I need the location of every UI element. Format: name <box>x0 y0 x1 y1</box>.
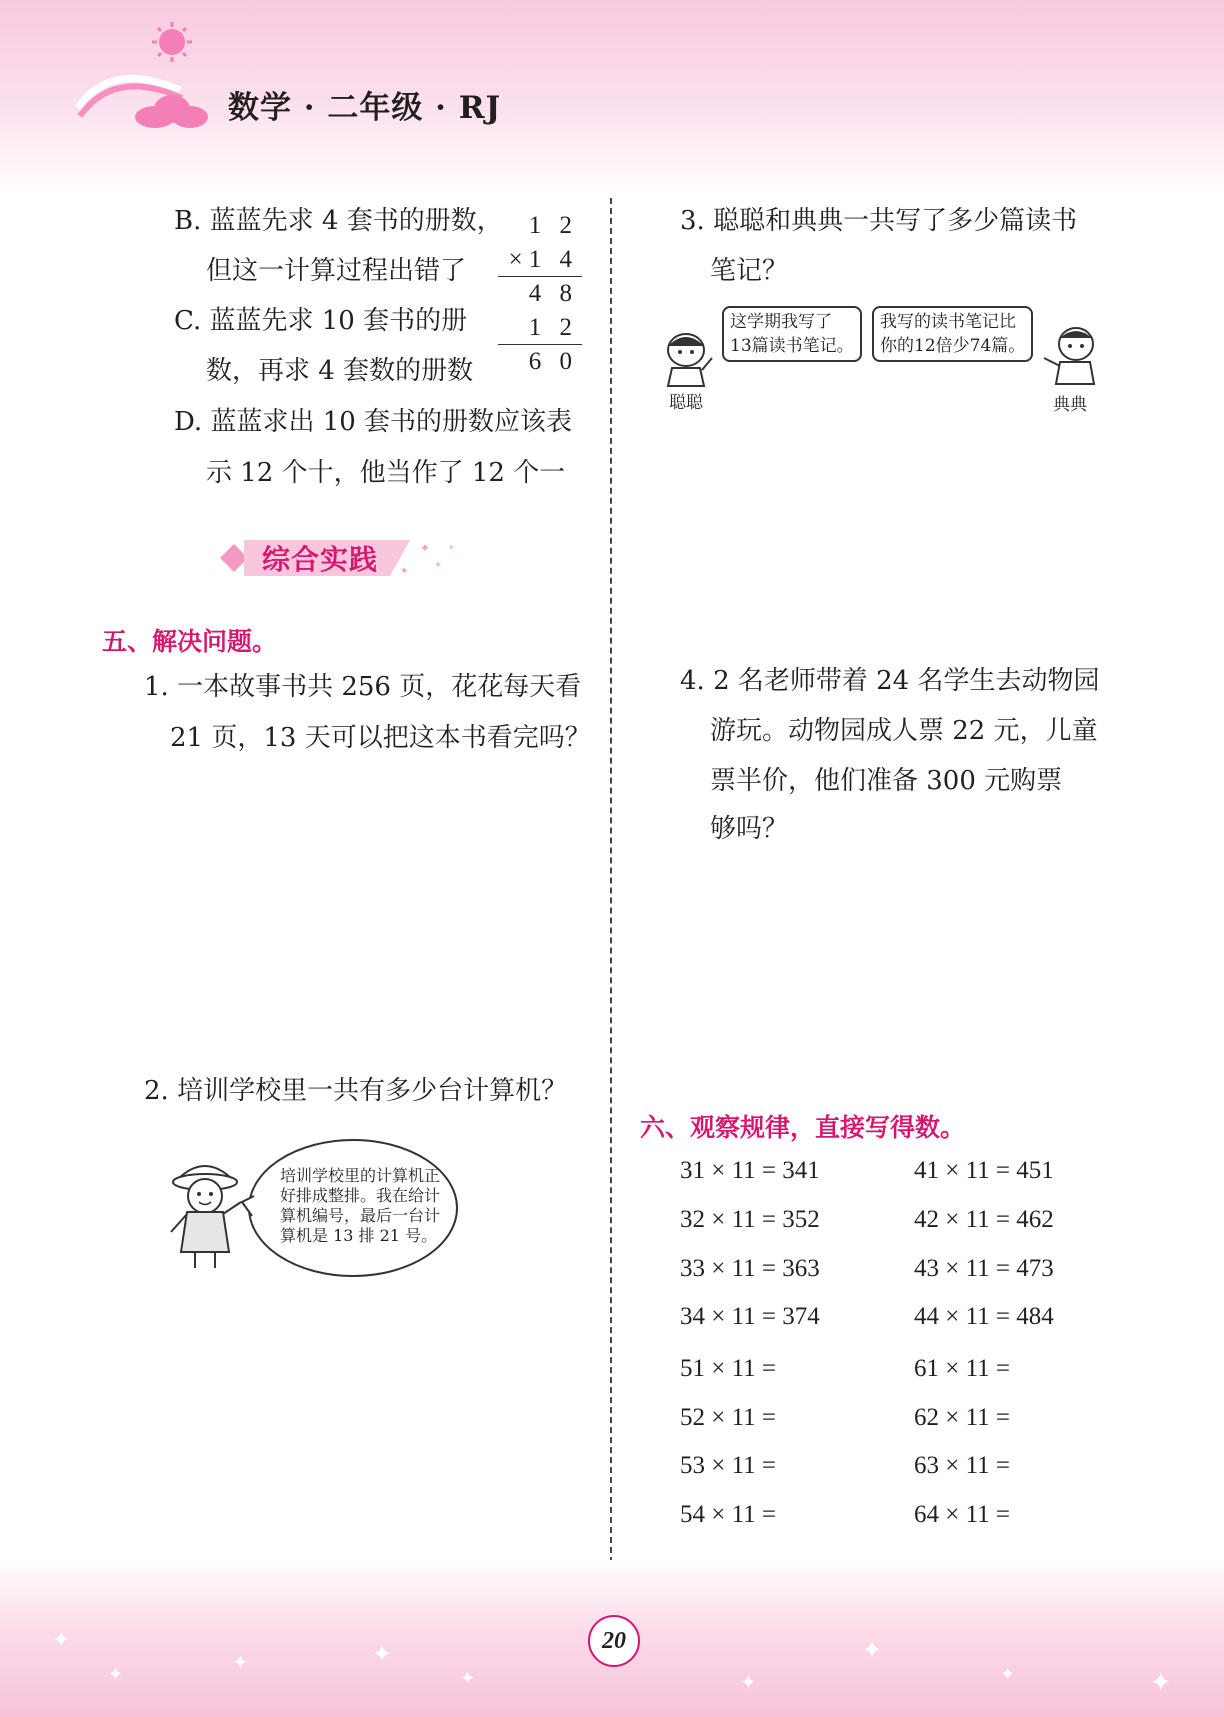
option-c-line2: 数，再求 4 套数的册数 <box>206 356 474 386</box>
column-divider <box>610 198 612 1563</box>
diandian-name: 典典 <box>1053 395 1087 415</box>
section6-title: 六、观察规律，直接写得数。 <box>640 1113 966 1142</box>
rainbow-sun-logo <box>70 20 230 135</box>
equation-blank: 63 × 11 = <box>914 1452 1011 1479</box>
q4-line2: 游玩。动物园成人票 22 元，儿童 <box>710 716 1098 746</box>
equation-blank: 52 × 11 = <box>680 1404 777 1431</box>
q4-line1: 4. 2 名老师带着 24 名学生去动物园 <box>680 666 1100 696</box>
equation: 31 × 11 = 341 <box>680 1157 820 1184</box>
sparkle-icon: ✦ <box>52 1628 71 1653</box>
congcong-speech-bubble <box>722 306 862 362</box>
equation-blank: 61 × 11 = <box>914 1355 1011 1382</box>
bubble-line: 我写的读书笔记比 <box>880 312 1016 332</box>
svg-text:✦: ✦ <box>400 566 409 577</box>
q3-line1: 3. 聪聪和典典一共写了多少篇读书 <box>680 206 1078 236</box>
bubble-line: 算机是 13 排 21 号。 <box>280 1226 438 1245</box>
equation: 34 × 11 = 374 <box>680 1303 820 1330</box>
option-c-line1: C. 蓝蓝先求 10 套书的册 <box>174 306 468 336</box>
page-number: 20 <box>588 1615 640 1667</box>
equation: 41 × 11 = 451 <box>914 1157 1054 1184</box>
bubble-line: 13篇读书笔记。 <box>730 336 854 356</box>
calc-line <box>498 344 582 345</box>
bubble-line: 好排成整排。我在给计 <box>280 1186 441 1205</box>
q1-line1: 1. 一本故事书共 256 页，花花每天看 <box>144 672 582 702</box>
sun-icon <box>152 22 192 62</box>
equation: 32 × 11 = 352 <box>680 1206 820 1233</box>
sparkle-icon: ✦ <box>108 1664 124 1685</box>
option-b-line1: B. 蓝蓝先求 4 套书的册数， <box>174 206 503 236</box>
equation: 44 × 11 = 484 <box>914 1303 1054 1330</box>
sparkle-icon: ✦ <box>1150 1668 1172 1698</box>
svg-text:✦: ✦ <box>434 560 443 571</box>
sparkle-icon: ✦ <box>372 1640 393 1668</box>
bubble-line: 培训学校里的计算机正 <box>280 1166 441 1185</box>
vertical-calc-row: 4 8 <box>528 280 578 307</box>
q4-line3: 票半价，他们准备 300 元购票 <box>710 766 1063 796</box>
sparkle-icon: ✦ <box>232 1650 249 1674</box>
q2-text: 2. 培训学校里一共有多少台计算机？ <box>144 1076 568 1106</box>
option-d-line1: D. 蓝蓝求出 10 套书的册数应该表 <box>174 407 573 437</box>
svg-text:✦: ✦ <box>420 541 431 555</box>
equation: 43 × 11 = 473 <box>914 1255 1054 1282</box>
section5-title: 五、解决问题。 <box>102 627 278 656</box>
congcong-character-illustration <box>660 328 716 388</box>
q2-speech-bubble <box>280 1166 440 1246</box>
equation-blank: 62 × 11 = <box>914 1404 1011 1431</box>
equation-blank: 54 × 11 = <box>680 1501 777 1528</box>
svg-text:✦: ✦ <box>448 543 455 552</box>
diandian-speech-bubble <box>872 306 1033 362</box>
q4-line4: 够吗？ <box>710 814 789 844</box>
bubble-line: 你的12倍少74篇。 <box>880 336 1026 356</box>
equation-blank: 53 × 11 = <box>680 1452 777 1479</box>
calc-line <box>498 276 582 277</box>
q3-line2: 笔记？ <box>710 256 789 286</box>
q1-line2: 21 页，13 天可以把这本书看完吗？ <box>170 723 591 753</box>
equation: 42 × 11 = 462 <box>914 1206 1054 1233</box>
vertical-calc-row: 1 2 <box>528 314 578 341</box>
congcong-name: 聪聪 <box>669 393 703 413</box>
sparkle-icon: ✦ <box>862 1636 883 1664</box>
bubble-line: 算机编号，最后一台计 <box>280 1206 441 1225</box>
bubble-line: 这学期我写了 <box>730 312 832 332</box>
diandian-character-illustration <box>1040 322 1104 388</box>
equation-blank: 51 × 11 = <box>680 1355 777 1382</box>
vertical-calc-row: 6 0 <box>528 348 578 375</box>
sparkle-icon: ✦ <box>460 1668 476 1689</box>
sparkle-icon: ✦ <box>1000 1664 1016 1685</box>
banner-title: 综合实践 <box>262 543 379 576</box>
vertical-calc-row: ×1 4 <box>508 246 578 273</box>
option-b-line2: 但这一计算过程出错了 <box>206 256 467 286</box>
header-title: 数学 · 二年级 · RJ <box>228 90 502 126</box>
equation-blank: 64 × 11 = <box>914 1501 1011 1528</box>
vertical-calc-row: 1 2 <box>528 212 578 239</box>
cloud-icon <box>135 95 208 128</box>
option-d-line2: 示 12 个十，他当作了 12 个一 <box>206 458 566 488</box>
sparkle-icon: ✦ <box>740 1670 757 1694</box>
equation: 33 × 11 = 363 <box>680 1255 820 1282</box>
